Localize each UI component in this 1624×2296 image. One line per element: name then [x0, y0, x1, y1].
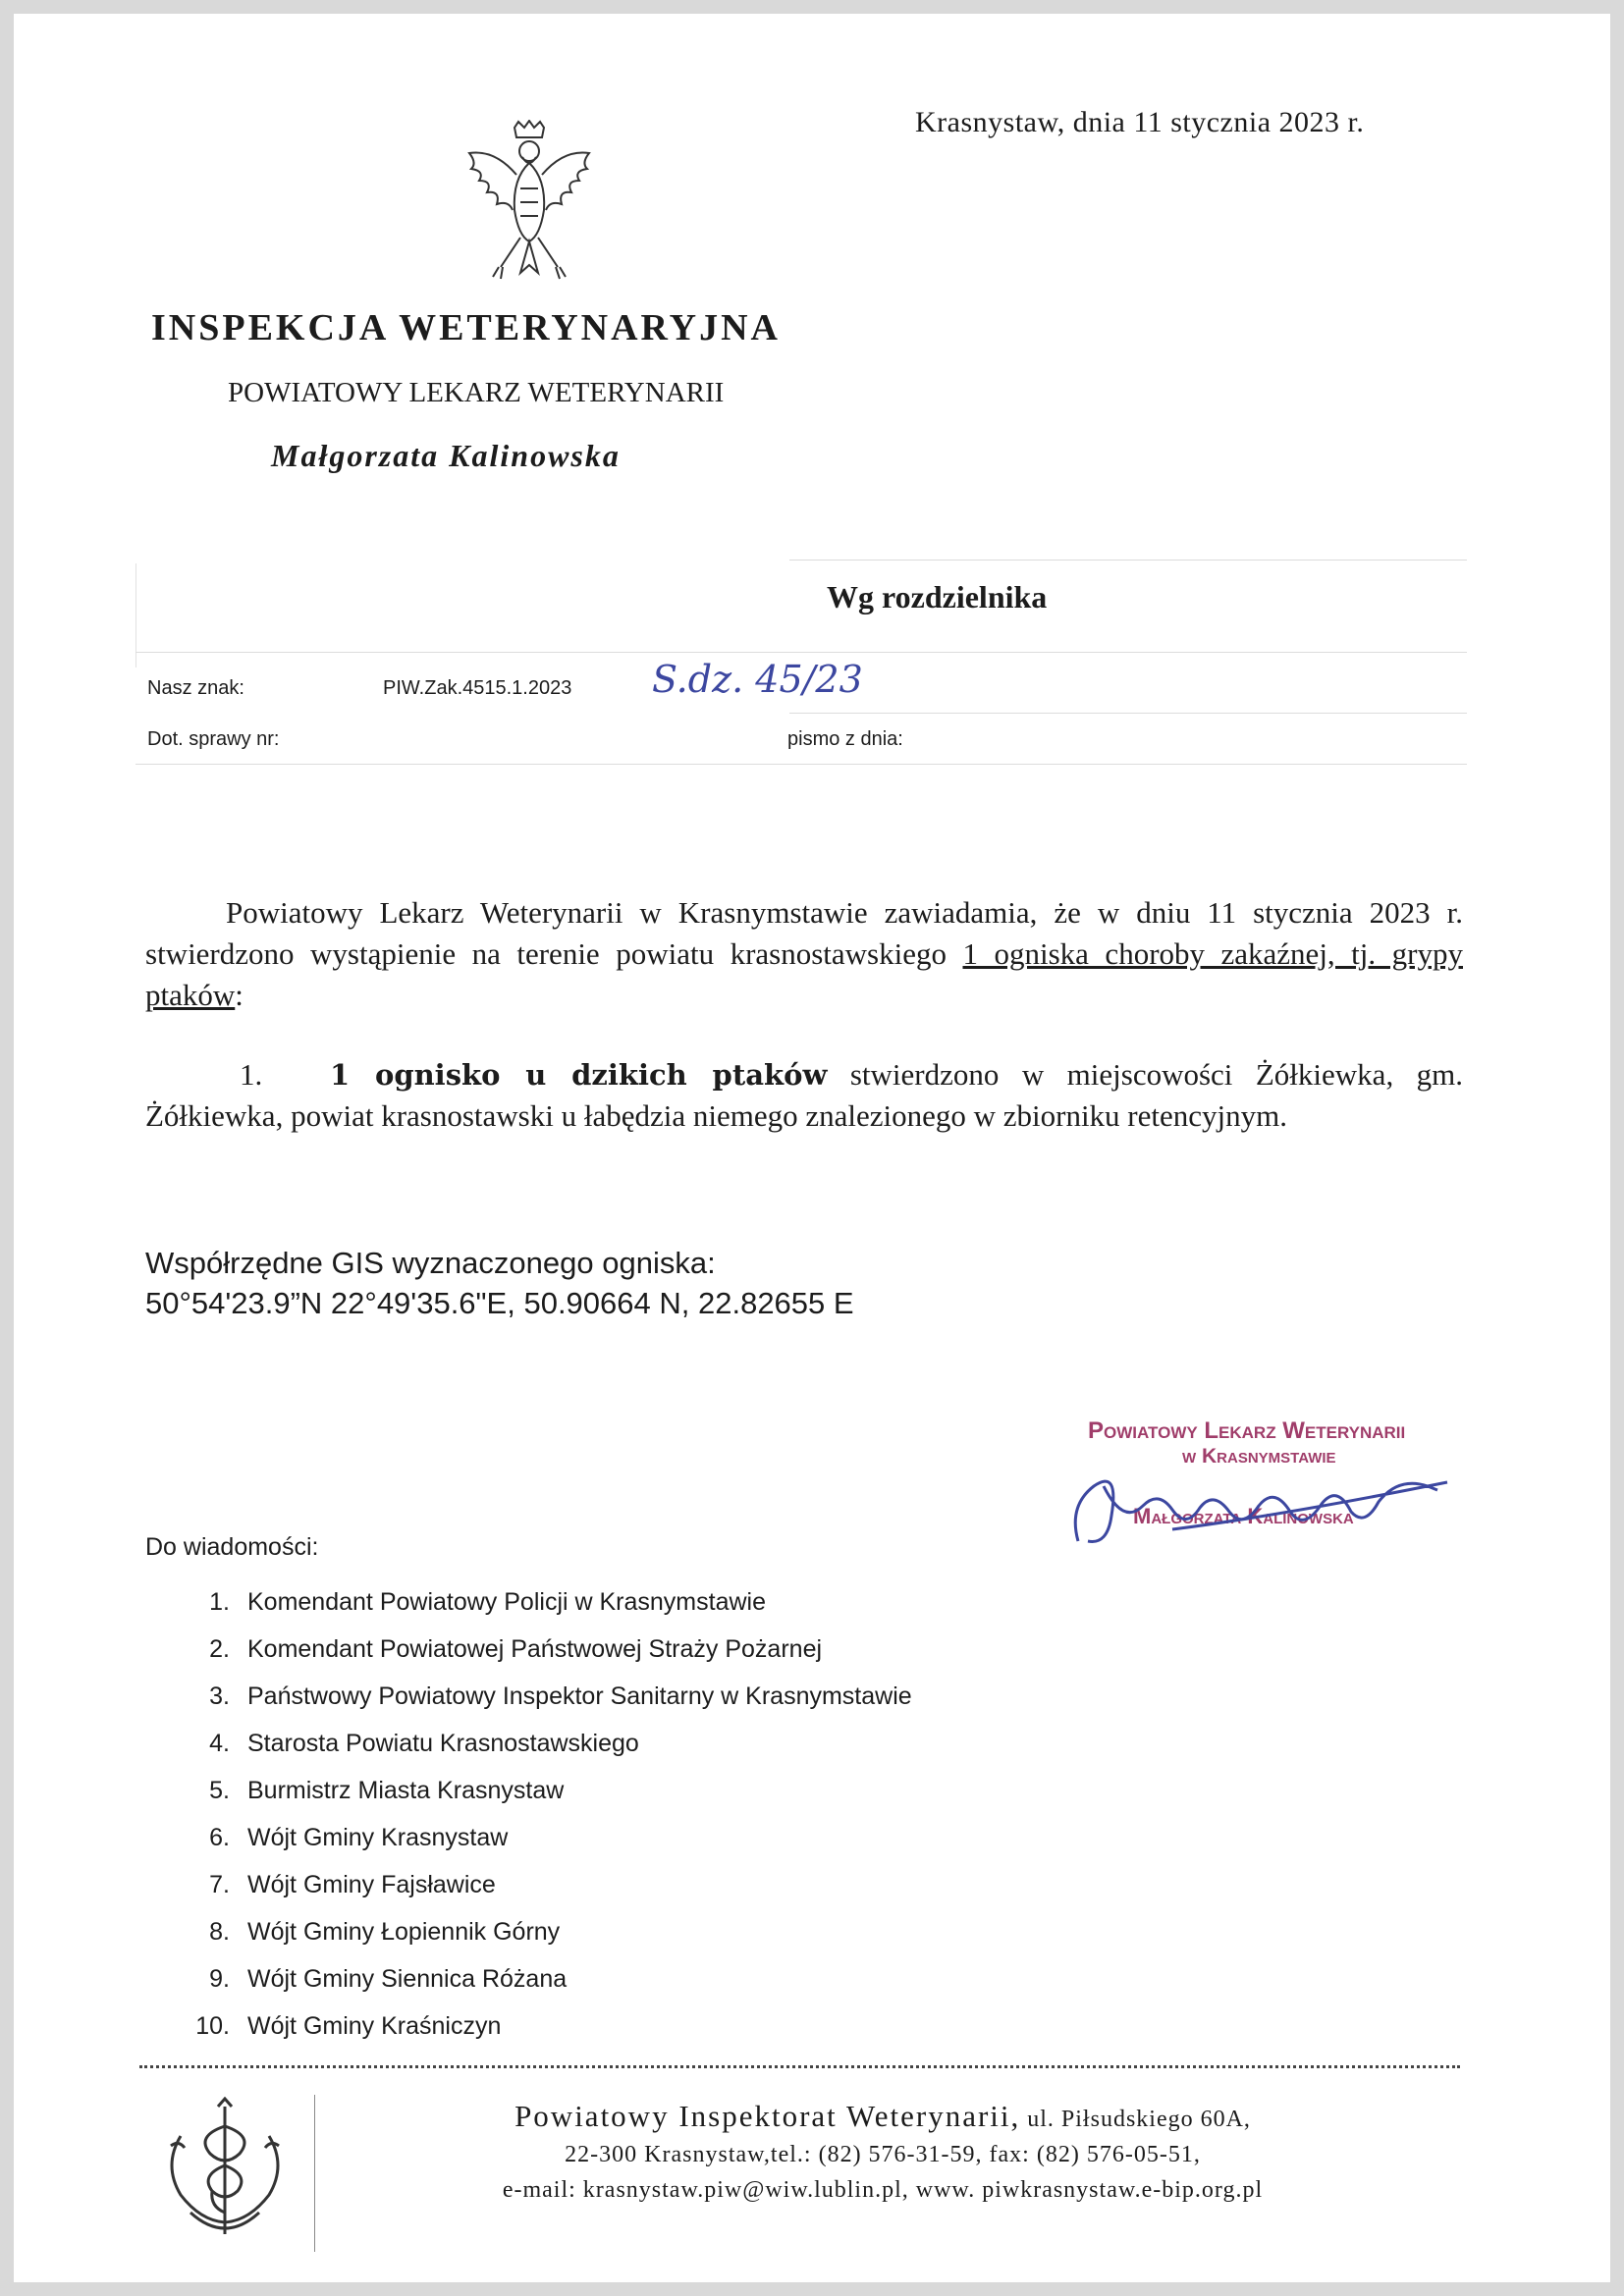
item-rest: stwierdzono w miejscowości Żółkiewka, gm. Żółkiewka, powiat krasnostawski u łabędzia niemego znalezionego w zbiorniku retencyjnym. — [145, 1057, 1464, 1133]
our-ref-value: PIW.Zak.4515.1.2023 — [383, 677, 572, 699]
outbreak-item — [145, 1054, 1463, 1137]
list-item: 6. Wójt Gminy Krasnystaw — [209, 1824, 509, 1851]
footer-divider — [139, 2065, 1460, 2068]
case-no-label: Dot. sprawy nr: — [147, 728, 280, 750]
list-item: 2. Komendant Powiatowej Państwowej Straży Pożarnej — [209, 1635, 823, 1663]
footer-separator — [314, 2095, 315, 2252]
org-person: Małgorzata Kalinowska — [271, 438, 621, 473]
our-ref-label: Nasz znak: — [147, 677, 244, 699]
list-item: 7. Wójt Gminy Fajsławice — [209, 1871, 496, 1898]
official-stamp — [1064, 1417, 1457, 1565]
item-bold: 1 ognisko u dzikich ptaków — [330, 1058, 828, 1092]
recipient: Wg rozdzielnika — [827, 579, 1048, 614]
stamp-line-1: Powiatowy Lekarz Weterynarii — [1088, 1417, 1406, 1444]
office-street: ul. Piłsudskiego 60A, — [1020, 2107, 1251, 2132]
date-line: Krasnystaw, dnia 11 stycznia 2023 r. — [915, 106, 1365, 138]
office-contact: 22-300 Krasnystaw,tel.: (82) 576-31-59, fax: (82) 576-05-51, — [565, 2142, 1201, 2167]
gis-label: Współrzędne GIS wyznaczonego ogniska: — [145, 1246, 716, 1280]
divider — [789, 560, 1467, 561]
intro-paragraph — [145, 892, 1463, 1016]
item-number: 1. — [240, 1057, 263, 1092]
list-item: 4. Starosta Powiatu Krasnostawskiego — [209, 1730, 639, 1757]
caduceus-icon — [151, 2097, 298, 2244]
footer-address — [328, 2099, 1437, 2208]
distribution-list — [183, 1578, 912, 2050]
list-item: 1. Komendant Powiatowy Policji w Krasnymstawie — [209, 1588, 766, 1616]
list-item: 5. Burmistrz Miasta Krasnystaw — [209, 1777, 565, 1804]
stamp-line-2: w Krasnymstawie — [1182, 1445, 1336, 1468]
letter-date-label: pismo z dnia: — [787, 728, 903, 750]
office-web: e-mail: krasnystaw.piw@wiw.lublin.pl, www. piwkrasnystaw.e-bip.org.pl — [502, 2177, 1264, 2203]
signature-icon — [1064, 1447, 1457, 1565]
gis-coordinates: 50°54'23.9”N 22°49'35.6"E, 50.90664 N, 22.82655 E — [145, 1286, 854, 1320]
gis-block — [145, 1243, 854, 1323]
list-item: 8. Wójt Gminy Łopiennik Górny — [209, 1918, 561, 1946]
divider — [789, 713, 1467, 714]
list-item: 10. Wójt Gminy Kraśniczyn — [195, 2012, 502, 2040]
divider — [135, 764, 1467, 765]
stamp-line-3: Małgorzata Kalinowska — [1133, 1504, 1354, 1528]
intro-lead: Powiatowy Lekarz Weterynarii w Krasnymstawie zawiadamia, że w dniu 11 stycznia 2023 r. stwierdzono wystąpienie na terenie powiatu krasnostawskiego — [145, 895, 1463, 971]
divider — [135, 652, 1467, 653]
list-item: 3. Państwowy Powiatowy Inspektor Sanitarny w Krasnymstawie — [209, 1682, 912, 1710]
office-name: Powiatowy Inspektorat Weterynarii, — [514, 2099, 1021, 2133]
handwritten-note: S.dz. 45/23 — [652, 658, 863, 701]
polish-eagle-icon — [456, 120, 603, 287]
org-name: INSPEKCJA WETERYNARYJNA — [151, 307, 781, 348]
document-page — [14, 14, 1610, 2282]
intro-end: : — [235, 978, 244, 1012]
intro-underlined: 1 ogniska choroby zakaźnej, tj. grypy ptaków — [145, 936, 1463, 1012]
list-item: 9. Wójt Gminy Siennica Różana — [209, 1965, 568, 1993]
distribution-title: Do wiadomości: — [145, 1533, 319, 1561]
org-subtitle: POWIATOWY LEKARZ WETERYNARII — [228, 377, 725, 408]
